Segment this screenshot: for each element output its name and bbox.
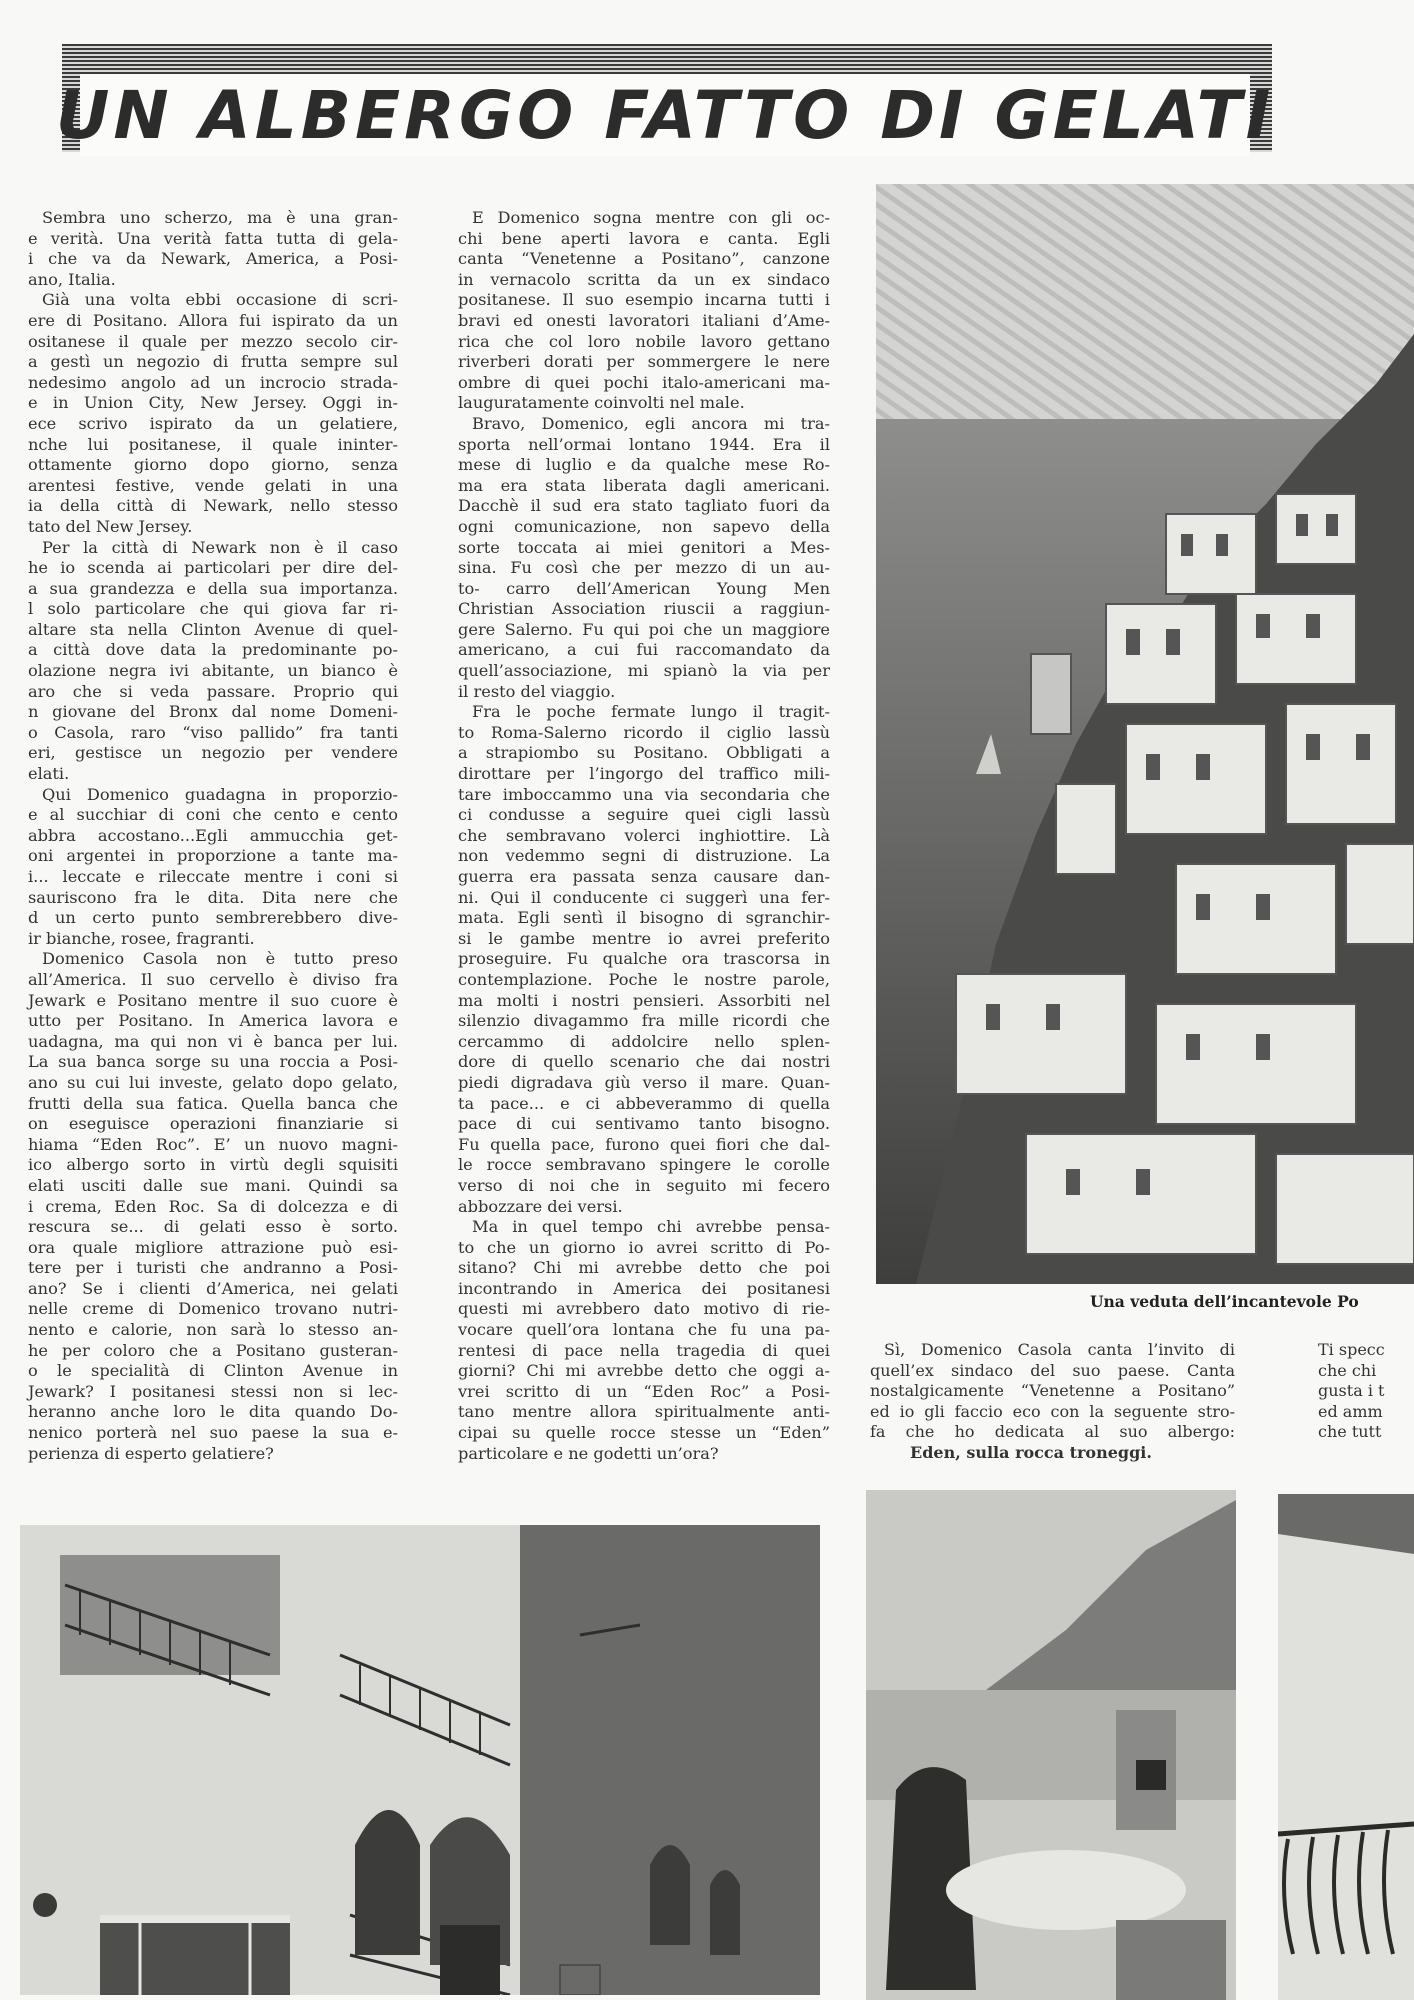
text-line: Qui Domenico guadagna in proporzio- — [42, 784, 398, 804]
positano-photo-graphic — [876, 184, 1414, 1284]
text-line: ano, Italia. — [28, 269, 116, 289]
text-line: a sua grandezza e della sua importanza. — [28, 578, 398, 598]
text-line: to che un giorno io avrei scritto di Po- — [458, 1237, 830, 1257]
text-line: tare imboccammo una via secondaria che — [458, 784, 830, 804]
text-line: ano su cui lui investe, gelato dopo gelato, — [28, 1072, 398, 1092]
text-line: vrei scritto di un “Eden Roc” a Posi- — [458, 1381, 830, 1401]
text-line: Dacchè il sud era stato tagliato fuori da — [458, 496, 830, 516]
text-line: chi bene aperti lavora e canta. Egli — [458, 228, 830, 248]
text-line: ed io gli faccio eco con la seguente stro- — [870, 1401, 1235, 1421]
photo-caption: Una veduta dell’incantevole Po — [1090, 1292, 1359, 1311]
balcony-railing-photo — [1278, 1494, 1414, 2000]
text-line: ma era stata liberata dagli americani. — [458, 475, 830, 495]
text-line: olazione negra ivi abitante, un bianco è — [28, 661, 398, 681]
text-line: sporta nell’ormai lontano 1944. Era il — [458, 434, 830, 454]
text-line-clipped: che tutt — [1318, 1422, 1382, 1442]
text-line: sorte toccata ai miei genitori a Mes- — [458, 537, 830, 557]
text-line: rica che col loro nobile lavoro gettano — [458, 331, 830, 351]
text-line: a strapiombo su Positano. Obbligati a — [458, 743, 830, 763]
poem-verse-line: Eden, sulla rocca troneggi. — [910, 1442, 1152, 1462]
text-line: Christian Association riuscii a raggiun- — [458, 599, 830, 619]
text-line: Ma in quel tempo chi avrebbe pensa- — [472, 1217, 830, 1237]
text-line: Bravo, Domenico, egli ancora mi tra- — [472, 413, 830, 433]
hotel-facade-photo — [20, 1525, 820, 1995]
text-line: e al succhiar di coni che cento e cento — [28, 805, 398, 825]
text-line: utto per Positano. In America lavora e — [28, 1011, 398, 1031]
text-line: dore di quello scenario che dai nostri — [458, 1052, 830, 1072]
headline-box — [55, 74, 1275, 156]
text-line: nche lui positanese, il quale ininter- — [28, 434, 398, 454]
article-column-3 — [870, 1340, 1235, 1464]
text-line: ni. Qui il conducente ci suggerì una fer- — [458, 887, 830, 907]
text-line: tato del New Jersey. — [28, 516, 193, 536]
text-line: to Roma-Salerno ricordo il ciglio lassù — [458, 722, 830, 742]
text-line: ma molti i nostri pensieri. Assorbiti nel — [458, 990, 830, 1010]
text-line: ta pace... e ci abbeverammo di quella — [458, 1093, 830, 1113]
text-line: rescura se... di gelati esso è sorto. — [28, 1217, 398, 1237]
text-line: dirottare per l’ingorgo del traffico mili- — [458, 764, 830, 784]
text-line: frutti della sua fatica. Quella banca che — [28, 1093, 398, 1113]
text-line: nostalgicamente “Venetenne a Positano” — [870, 1381, 1235, 1401]
text-line: o le specialità di Clinton Avenue in — [28, 1361, 398, 1381]
text-line: i che va da Newark, America, a Posi- — [28, 249, 398, 269]
text-line: in vernacolo scritta da un ex sindaco — [458, 269, 830, 289]
text-line: canta “Venetenne a Positano”, canzone — [458, 249, 830, 269]
text-line: particolare e ne godetti un’ora? — [458, 1443, 719, 1463]
positano-view-photo — [876, 184, 1414, 1284]
text-line: nenico porterà nel suo paese la sua e- — [28, 1423, 398, 1443]
text-line: ano? Se i clienti d’America, nei gelati — [28, 1278, 398, 1298]
text-line: ci condusse a seguire quei cigli lassù — [458, 805, 830, 825]
text-line: arentesi festive, vende gelati in una — [28, 475, 398, 495]
text-line: abbra accostano...Egli ammucchia get- — [28, 825, 398, 845]
text-line: ico albergo sorto in virtù degli squisiti — [28, 1155, 398, 1175]
text-line: cercammo di addolcire nello splen- — [458, 1031, 830, 1051]
text-line: positanese. Il suo esempio incarna tutti i — [458, 290, 830, 310]
headline-banner — [55, 44, 1275, 154]
text-line: Domenico Casola non è tutto preso — [42, 949, 398, 969]
text-line: o Casola, raro “viso pallido” fra tanti — [28, 722, 398, 742]
text-line: sitano? Chi mi avrebbe detto che poi — [458, 1258, 830, 1278]
text-line: ogni comunicazione, non sapevo della — [458, 516, 830, 536]
text-line: i crema, Eden Roc. Sa di dolcezza e di — [28, 1196, 398, 1216]
text-line: Per la città di Newark non è il caso — [42, 537, 398, 557]
text-line: Fu quella pace, furono quei fiori che dal- — [458, 1134, 830, 1154]
text-line: contemplazione. Poche le nostre parole, — [458, 969, 830, 989]
text-line: mata. Egli sentì il bisogno di sgranchir- — [458, 908, 830, 928]
text-line: guerra era passata senza causare dan- — [458, 867, 830, 886]
text-line: tere per i turisti che andranno a Posi- — [28, 1258, 398, 1278]
text-line: riverberi dorati per sommergere le nere — [458, 352, 830, 372]
text-line: questi mi avrebbero dato motivo di rie- — [458, 1299, 830, 1319]
hotel-photo-graphic — [20, 1525, 820, 1995]
text-line: silenzio divagammo fra mille ricordi che — [458, 1011, 830, 1031]
text-line: pace di cui sentivamo tanto bisogno. — [458, 1114, 830, 1134]
text-line: ottamente giorno dopo giorno, senza — [28, 455, 398, 475]
text-line: quell’ex sindaco del suo paese. Canta — [870, 1360, 1235, 1380]
text-line: a gestì un negozio di frutta sempre sul — [28, 352, 398, 372]
terrace-breakfast-photo — [866, 1490, 1262, 2000]
text-line: elati. — [28, 764, 70, 784]
text-line-clipped: Ti specc — [1318, 1340, 1385, 1359]
text-line: n giovane del Bronx dal nome Domeni- — [28, 702, 398, 722]
article-column-4-clipped — [1318, 1340, 1414, 1443]
text-line: d un certo punto sembrerebbero dive- — [28, 908, 398, 928]
text-line: sina. Fu così che per mezzo di un au- — [458, 558, 830, 578]
text-line: abbozzare dei versi. — [458, 1196, 623, 1216]
text-line: incontrando in America dei positanesi — [458, 1278, 830, 1298]
text-line: to- carro dell’American Young Men — [458, 578, 830, 598]
text-line: americano, a cui fui raccomandato da — [458, 640, 830, 660]
text-line: tano mentre allora spiritualmente anti- — [458, 1402, 830, 1422]
text-line: he per coloro che a Positano gusteran- — [28, 1340, 398, 1360]
text-line: cipai su quelle rocce stesse un “Eden” — [458, 1423, 830, 1443]
text-line: sauriscono fra le dita. Dita nere che — [28, 887, 398, 907]
text-line: e verità. Una verità fatta tutta di gela- — [28, 228, 398, 248]
text-line: ere di Positano. Allora fui ispirato da un — [28, 310, 398, 330]
text-line: ia della città di Newark, nello stesso — [28, 496, 398, 516]
text-line: piedi digradava giù verso il mare. Quan- — [458, 1072, 830, 1092]
text-line: che sembravano volerci inghiottire. Là — [458, 825, 830, 845]
text-line: l solo particolare che qui giova far ri- — [28, 599, 398, 619]
text-line: le rocce sembravano spingere le corolle — [458, 1155, 830, 1175]
text-line: proseguire. Fu qualche ora trascorsa in — [458, 949, 830, 969]
text-line: lauguratamente coinvolti nel male. — [458, 393, 745, 413]
text-line: Jewark? I positanesi stessi non si lec- — [28, 1381, 398, 1401]
text-line: nedesimo angolo ad un incrocio strada- — [28, 372, 398, 392]
text-line: verso di noi che in seguito mi fecero — [458, 1175, 830, 1195]
text-line: il resto del viaggio. — [458, 681, 616, 701]
article-column-1 — [28, 208, 398, 1464]
text-line: ir bianche, rosee, fragranti. — [28, 928, 255, 948]
text-line: Fra le poche fermate lungo il tragit- — [472, 702, 830, 722]
text-line-clipped: gusta i t — [1318, 1381, 1385, 1401]
text-line: vocare quell’ora lontana che fu una pa- — [458, 1320, 830, 1340]
text-line: gere Salerno. Fu qui poi che un maggiore — [458, 619, 830, 639]
balcony-photo-graphic — [1278, 1494, 1414, 2000]
text-line: rentesi di pace nella tragedia di quei — [458, 1340, 830, 1360]
text-line: he io scenda ai particolari per dire del- — [28, 558, 398, 578]
text-line: Sì, Domenico Casola canta l’invito di — [884, 1340, 1235, 1359]
text-line: all’America. Il suo cervello è diviso fra — [28, 969, 398, 989]
text-line: altare sta nella Clinton Avenue di quel- — [28, 619, 398, 639]
text-line: ombre di quei pochi italo-americani ma- — [458, 372, 830, 392]
text-line: La sua banca sorge su una roccia a Posi- — [28, 1052, 398, 1072]
text-line: e in Union City, New Jersey. Oggi in- — [28, 393, 398, 413]
text-line: fa che ho dedicata al suo albergo: — [870, 1422, 1235, 1442]
terrace-photo-graphic — [866, 1490, 1262, 2000]
article-column-2 — [458, 208, 830, 1464]
text-line: a città dove data la predominante po- — [28, 640, 398, 660]
headline: UN ALBERGO FATTO DI GELATI — [55, 76, 1275, 154]
text-line: nento e calorie, non sarà lo stesso an- — [28, 1320, 398, 1340]
text-line: elati usciti dalle sue mani. Quindi sa — [28, 1175, 398, 1195]
text-line: aro che si veda passare. Proprio qui — [28, 681, 398, 701]
text-line: on eseguisce operazioni finanziarie si — [28, 1114, 398, 1134]
text-line: oni argentei in proporzione a tante ma- — [28, 846, 398, 866]
text-line: giorni? Chi mi avrebbe detto che oggi a- — [458, 1361, 830, 1381]
text-line: heranno anche loro le dita quando Do- — [28, 1402, 398, 1422]
text-line: ece scrivo ispirato da un gelatiere, — [28, 413, 398, 433]
text-line: bravi ed onesti lavoratori italiani d’Ame- — [458, 310, 830, 330]
text-line: ositanese il quale per mezzo secolo cir- — [28, 331, 398, 351]
text-line: quell’associazione, mi spianò la via per — [458, 661, 830, 681]
text-line-clipped: ed amm — [1318, 1401, 1383, 1421]
text-line: Già una volta ebbi occasione di scri- — [42, 290, 398, 310]
text-line: Sembra uno scherzo, ma è una gran- — [42, 208, 398, 227]
text-line: i... leccate e rileccate mentre i coni si — [28, 867, 398, 886]
text-line: eri, gestisce un negozio per vendere — [28, 743, 398, 763]
text-line: non vedemmo segni di distruzione. La — [458, 846, 830, 866]
text-line: mese di luglio e da qualche mese Ro- — [458, 455, 830, 475]
text-line: nelle creme di Domenico trovano nutri- — [28, 1299, 398, 1319]
text-line: si le gambe mentre io avrei preferito — [458, 928, 830, 948]
text-line: ora quale migliore attrazione può esi- — [28, 1237, 398, 1257]
text-line-clipped: che chi — [1318, 1360, 1377, 1380]
text-line: uadagna, ma qui non vi è banca per lui. — [28, 1031, 398, 1051]
text-line: E Domenico sogna mentre con gli oc- — [472, 208, 830, 227]
text-line: hiama “Eden Roc”. E’ un nuovo magni- — [28, 1134, 398, 1154]
text-line: perienza di esperto gelatiere? — [28, 1443, 274, 1463]
text-line: Jewark e Positano mentre il suo cuore è — [28, 990, 398, 1010]
